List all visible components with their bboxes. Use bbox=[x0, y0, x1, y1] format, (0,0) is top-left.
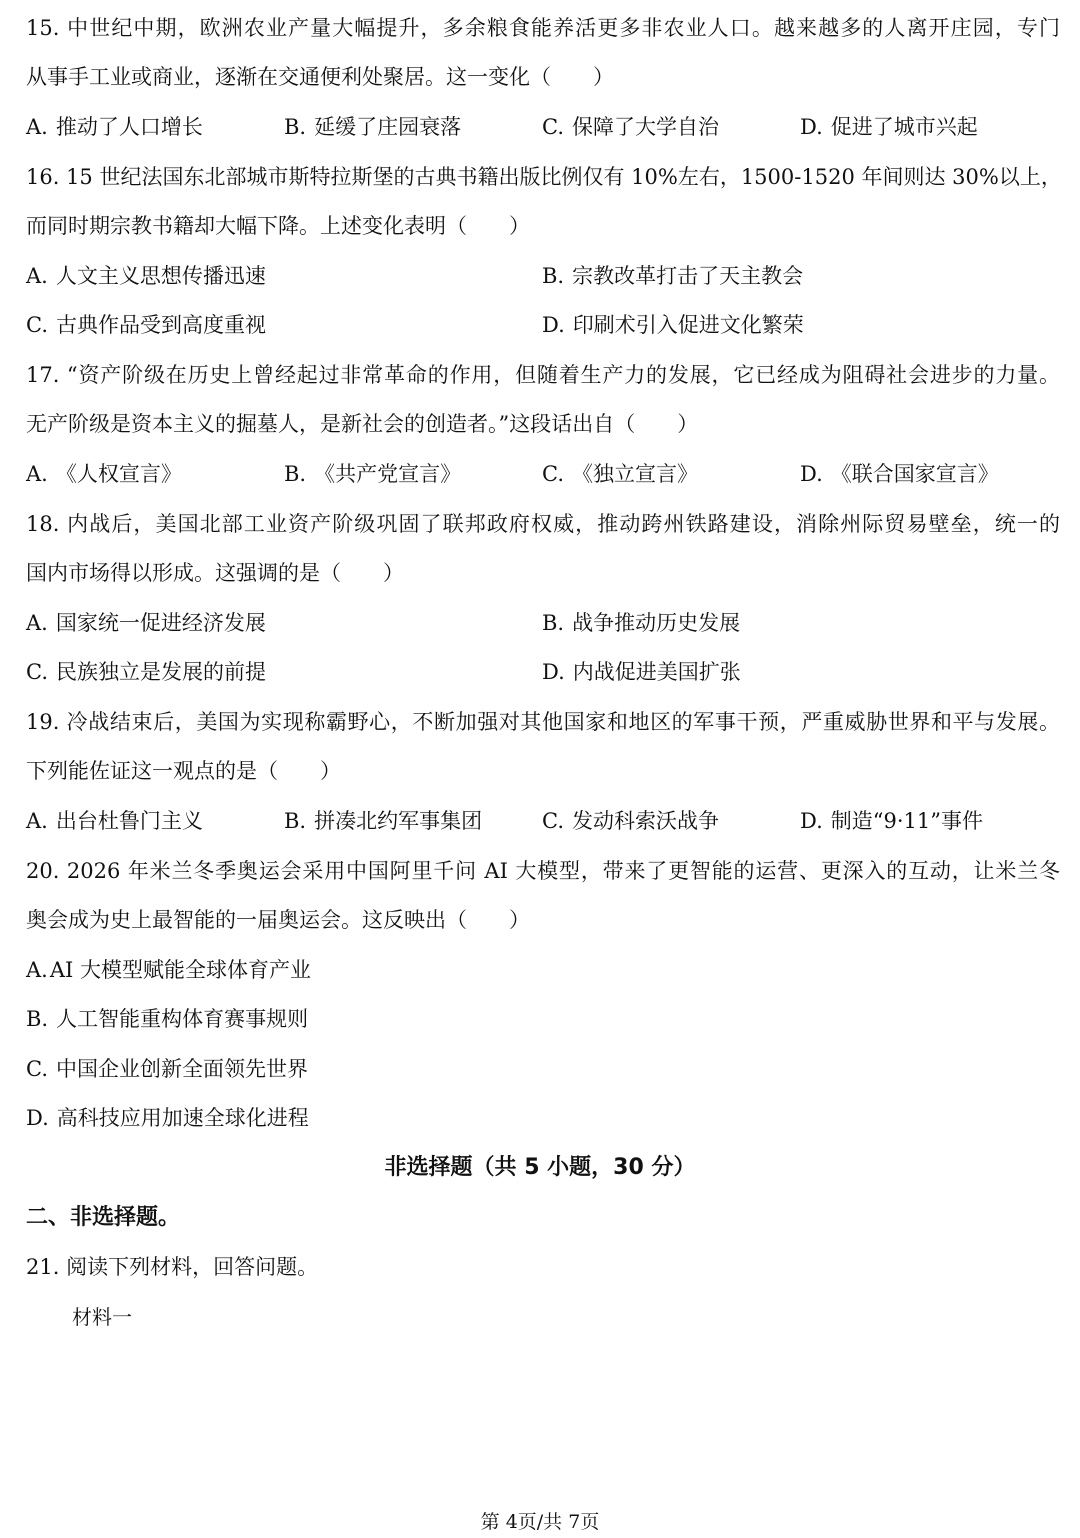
option-text: 保障了大学自治 bbox=[572, 115, 719, 139]
option-key: B. bbox=[542, 264, 565, 288]
q15-stem-line-1: 15. 中世纪中期，欧洲农业产量大幅提升，多余粮食能养活更多非农业人口。越来越多的人离开庄园，专门 bbox=[26, 16, 1060, 40]
option-key: A. bbox=[26, 264, 48, 288]
option-text: 《共产党宣言》 bbox=[314, 462, 462, 486]
q16-stem-line-2: 而同时期宗教书籍却大幅下降。上述变化表明（ ） bbox=[26, 214, 530, 238]
page-footer: 第 4页/共 7页 bbox=[480, 1511, 600, 1533]
q17-stem-line-1: 17. “资产阶级在历史上曾经起过非常革命的作用，但随着生产力的发展，它已经成为阻碍社会进步的力量。 bbox=[26, 363, 1060, 387]
option-key: C. bbox=[542, 809, 564, 833]
option-key: D. bbox=[800, 809, 823, 833]
q17-option-b bbox=[284, 458, 461, 490]
option-key: D. bbox=[800, 462, 823, 486]
option-text: 推动了人口增长 bbox=[55, 115, 203, 139]
q19-stem-line-2: 下列能佐证这一观点的是（ ） bbox=[26, 759, 341, 783]
q19-option-a bbox=[26, 805, 203, 837]
q19-stem-line-1: 19. 冷战结束后，美国为实现称霸野心，不断加强对其他国家和地区的军事干预，严重威胁世界和平与发展。 bbox=[26, 710, 1060, 734]
option-text: 制造“9·11”事件 bbox=[830, 809, 983, 833]
q17-option-d bbox=[800, 458, 999, 490]
option-key: A. bbox=[26, 958, 48, 982]
option-key: A. bbox=[26, 462, 48, 486]
option-key: D. bbox=[800, 115, 823, 139]
option-wrapper bbox=[26, 1102, 309, 1134]
part-heading: 二、非选择题。 bbox=[26, 1205, 181, 1230]
q17-stem-line-2: 无产阶级是资本主义的掘墓人，是新社会的创造者。”这段话出自（ ） bbox=[26, 412, 699, 436]
option-text: 印刷术引入促进文化繁荣 bbox=[572, 313, 804, 337]
q19-option-d bbox=[800, 805, 983, 837]
q16-option-c bbox=[26, 309, 266, 341]
q16-option-d bbox=[542, 309, 804, 341]
option-text: 古典作品受到高度重视 bbox=[56, 313, 266, 337]
q16-stem-line-1: 16. 15 世纪法国东北部城市斯特拉斯堡的古典书籍出版比例仅有 10%左右，1500-1520 年间则达 30%以上， bbox=[26, 165, 1062, 189]
q19-option-b bbox=[284, 805, 482, 837]
option-text: 民族独立是发展的前提 bbox=[56, 660, 266, 684]
option-key: A. bbox=[26, 809, 48, 833]
option-text: 高科技应用加速全球化进程 bbox=[56, 1106, 309, 1130]
q15-option-d bbox=[800, 111, 978, 143]
option-key: D. bbox=[542, 313, 565, 337]
option-text: 延缓了庄园衰落 bbox=[314, 115, 462, 139]
q18-option-d bbox=[542, 656, 741, 688]
q15-option-c bbox=[542, 111, 719, 143]
option-text: 宗教改革打击了天主教会 bbox=[572, 264, 804, 288]
option-key: C. bbox=[26, 1057, 48, 1081]
option-text: AI 大模型赋能全球体育产业 bbox=[49, 958, 311, 982]
option-key: B. bbox=[26, 1007, 49, 1031]
q21-material-label: 材料一 bbox=[72, 1305, 132, 1329]
option-text: 促进了城市兴起 bbox=[830, 115, 978, 139]
option-text: 中国企业创新全面领先世界 bbox=[56, 1057, 308, 1081]
option-key: C. bbox=[26, 313, 48, 337]
option-text: 《人权宣言》 bbox=[55, 462, 182, 486]
option-key: D. bbox=[26, 1106, 49, 1130]
section-title: 非选择题（共 5 小题，30 分） bbox=[384, 1155, 696, 1180]
option-key: B. bbox=[284, 115, 307, 139]
option-text: 国家统一促进经济发展 bbox=[55, 611, 266, 635]
q20-stem-line-1: 20. 2026 年米兰冬季奥运会采用中国阿里千问 AI 大模型，带来了更智能的运营、更深入的互动，让米兰冬 bbox=[26, 859, 1060, 883]
q17-option-c bbox=[542, 458, 698, 490]
q20-stem-line-2: 奥会成为史上最智能的一届奥运会。这反映出（ ） bbox=[26, 908, 530, 932]
option-key: C. bbox=[542, 115, 564, 139]
option-key: B. bbox=[284, 462, 307, 486]
q16-option-a bbox=[26, 260, 266, 292]
option-wrapper bbox=[26, 1053, 308, 1085]
option-text: 出台杜鲁门主义 bbox=[55, 809, 203, 833]
option-text: 战争推动历史发展 bbox=[572, 611, 741, 635]
option-text: 《联合国家宣言》 bbox=[830, 462, 999, 486]
q19-option-c bbox=[542, 805, 719, 837]
option-key: A. bbox=[26, 611, 48, 635]
q21-stem: 21. 阅读下列材料，回答问题。 bbox=[26, 1255, 319, 1279]
option-text: 《独立宣言》 bbox=[572, 462, 698, 486]
option-text: 人文主义思想传播迅速 bbox=[55, 264, 266, 288]
option-key: B. bbox=[284, 809, 307, 833]
option-text: 人工智能重构体育赛事规则 bbox=[56, 1007, 309, 1031]
option-key: D. bbox=[542, 660, 565, 684]
q15-option-a bbox=[26, 111, 203, 143]
q18-option-b bbox=[542, 607, 740, 639]
q16-option-b bbox=[542, 260, 803, 292]
option-wrapper bbox=[26, 954, 311, 986]
option-key: B. bbox=[542, 611, 565, 635]
option-text: 拼凑北约军事集团 bbox=[314, 809, 483, 833]
q15-stem-line-2: 从事手工业或商业，逐渐在交通便利处聚居。这一变化（ ） bbox=[26, 65, 614, 89]
q15-option-b bbox=[284, 111, 461, 143]
q18-option-c bbox=[26, 656, 266, 688]
q17-option-a bbox=[26, 458, 182, 490]
option-text: 发动科索沃战争 bbox=[572, 809, 719, 833]
option-key: C. bbox=[26, 660, 48, 684]
q18-stem-line-2: 国内市场得以形成。这强调的是（ ） bbox=[26, 561, 404, 585]
option-key: A. bbox=[26, 115, 48, 139]
q18-stem-line-1: 18. 内战后，美国北部工业资产阶级巩固了联邦政府权威，推动跨州铁路建设，消除州际贸易壁垒，统一的 bbox=[26, 512, 1060, 536]
option-wrapper bbox=[26, 1003, 308, 1035]
option-key: C. bbox=[542, 462, 564, 486]
option-text: 内战促进美国扩张 bbox=[572, 660, 741, 684]
q18-option-a bbox=[26, 607, 266, 639]
